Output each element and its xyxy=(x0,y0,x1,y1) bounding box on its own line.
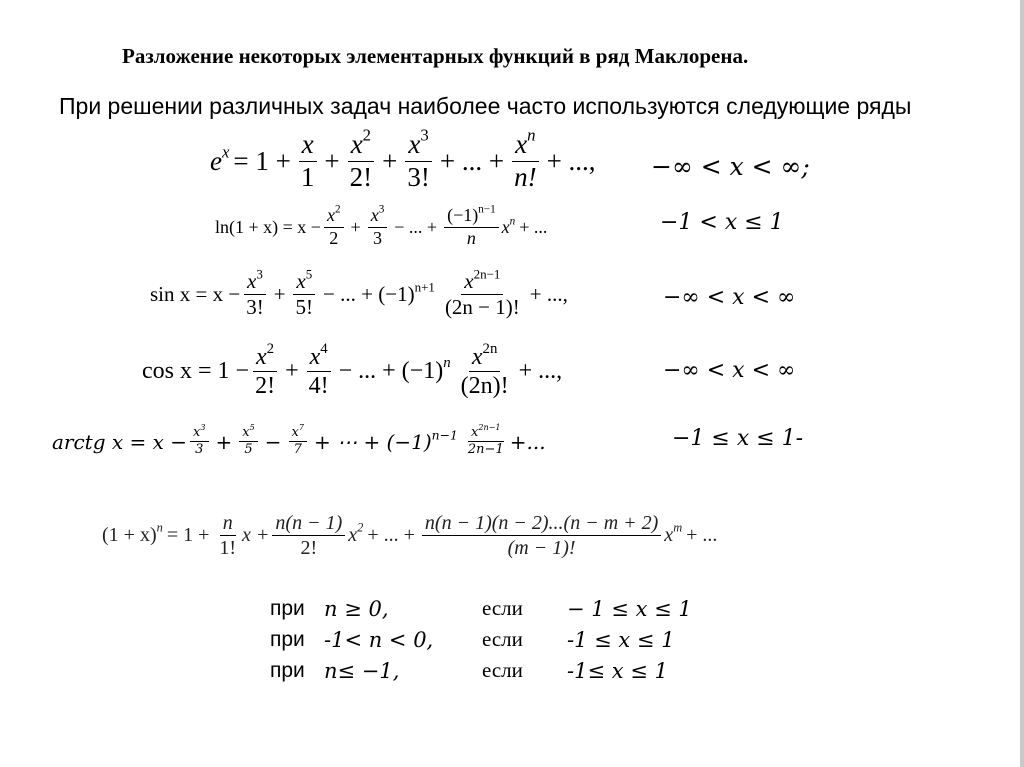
formula-cos-lhs: cos x = 1 − xyxy=(142,358,250,385)
formula-cos-frac-1: $\frac{x^2}{2!}$ xyxy=(252,344,278,400)
case-n-condition: n ≥ 0, xyxy=(324,596,389,621)
formula-arctg-frac-2: $\frac{x^5}{5}$ xyxy=(239,426,257,458)
formula-ln-tail: + ... xyxy=(519,216,548,237)
binomial-case-row xyxy=(270,655,692,686)
formula-ln-frac-2: $\frac{x^3}{3}$ xyxy=(368,206,388,249)
formula-exp: $e^x$ = 1 + $\frac{x}{1}$ + $\frac{x^2}{2!}$ + $\frac{x^3}{3!}$ + ... + $\frac{x^n}{n!}$ + ..., xyxy=(210,125,596,192)
formula-ln-lhs: ln(1 + x) = x − xyxy=(215,216,321,237)
case-n-condition: n≤ −1, xyxy=(324,658,400,683)
condition-sin: −∞ < x < ∞ xyxy=(663,285,796,310)
subtitle: При решении различных задач наиболее часто используются следующие ряды xyxy=(59,93,912,119)
formula-binomial-rhs-start: = 1 + xyxy=(166,524,210,546)
formula-cos-frac-2: $\frac{x^4}{4!}$ xyxy=(306,344,332,400)
condition-arctg: −1 ≤ x ≤ 1- xyxy=(672,426,804,451)
formula-exp-lhs: $e^x$ xyxy=(210,142,230,176)
formula-exp-frac-1: $\frac{x}{1}$ xyxy=(298,130,318,192)
formula-ln-frac-3: $\frac{(-1)^{n-1}}{n}$ xyxy=(444,206,499,249)
formula-exp-frac-3: $\frac{x^3}{3!}$ xyxy=(407,125,430,192)
formula-binomial-x3: $x^m$ xyxy=(664,520,683,546)
formula-arctg-lhs: arctg x = x − xyxy=(52,429,188,454)
formula-binomial-frac-3: $\frac{n(n - 1)(n - 2)...(n - m + 2)}{(m - 1)!}$ xyxy=(422,512,661,559)
case-esli-label: если xyxy=(482,596,523,620)
formula-ln-mid: − ... + xyxy=(394,216,438,237)
condition-cos: −∞ < x < ∞ xyxy=(663,358,796,383)
case-x-range: − 1 ≤ x ≤ 1 xyxy=(567,596,692,621)
formula-cos-frac-3: $\frac{x^{2n}}{(2n)!}$ xyxy=(460,340,509,400)
formula-binomial-tail: + ... xyxy=(686,524,718,546)
formula-cos-mid: − ... + $(-1)^n$ xyxy=(338,355,451,385)
formula-arctg-frac-3: $\frac{x^7}{7}$ xyxy=(289,426,307,458)
case-n-condition: -1< n < 0, xyxy=(324,627,434,652)
formula-ln-tail-x: $x^n$ xyxy=(501,215,516,237)
formula-arctg-frac-1: $\frac{x^3}{3}$ xyxy=(190,426,208,458)
formula-sin-frac-1: $\frac{x^3}{3!}$ xyxy=(243,270,267,319)
case-x-range: -1≤ x ≤ 1 xyxy=(567,658,668,683)
formula-ln-frac-1: $\frac{x^2}{2}$ xyxy=(324,206,344,249)
case-pri-label: при xyxy=(270,627,305,651)
formula-sin-mid: − ... + $(-1)^{n+1}$ xyxy=(323,279,435,307)
slide-edge xyxy=(1020,0,1024,767)
condition-exp: −∞ < x < ∞; xyxy=(651,152,810,181)
formula-exp-mid: + ... + xyxy=(439,145,505,176)
formula-binomial-x2: $x^2$ xyxy=(348,520,364,546)
formula-exp-frac-2: $\frac{x^2}{2!}$ xyxy=(349,125,373,192)
condition-ln: −1 < x ≤ 1 xyxy=(660,210,784,235)
formula-arctg-mid: + ⋯ + $(-1)^{n-1}$ xyxy=(313,427,458,454)
binomial-conditions xyxy=(270,593,692,686)
formula-binomial-x1: x + xyxy=(242,524,270,546)
formula-binomial xyxy=(102,512,721,559)
formula-sin-frac-2: $\frac{x^5}{5!}$ xyxy=(293,270,317,319)
formula-sin-tail: + ..., xyxy=(529,282,568,307)
formula-exp-rhs-start: = 1 + xyxy=(233,145,291,176)
formula-cos: cos x = 1 − $\frac{x^2}{2!}$ + $\frac{x^4}{4!}$ − ... + $(-1)^n$ $\frac{x^{2n}}{(2n)!}$ + ..., xyxy=(142,340,563,400)
formula-sin-lhs: sin x = x − xyxy=(150,282,241,307)
formula-arctg-tail: +... xyxy=(509,429,546,454)
binomial-case-row xyxy=(270,624,692,655)
formula-sin-frac-3: $\frac{x^{2n-1}}{(2n - 1)!}$ xyxy=(444,266,520,320)
case-pri-label: при xyxy=(270,596,305,620)
case-esli-label: если xyxy=(482,658,523,682)
formula-sin: sin x = x − $\frac{x^3}{3!}$ + $\frac{x^5}{5!}$ − ... + $(-1)^{n+1}$ $\frac{x^{2n-1}}{(2n - 1)!}$ + ..., xyxy=(150,266,568,320)
binomial-case-row xyxy=(270,593,692,624)
formula-binomial-mid: + ... + xyxy=(367,524,415,546)
formula-arctg: arctg x = x − $\frac{x^3}{3}$ + $\frac{x^5}{5}$ − $\frac{x^7}{7}$ + ⋯ + $(-1)^{n-1}$ $\frac{x^{2n-1}}{2n-1}$ +... xyxy=(52,422,546,458)
case-pri-label: при xyxy=(270,658,305,682)
case-x-range: -1 ≤ x ≤ 1 xyxy=(567,627,675,652)
case-esli-label: если xyxy=(482,627,523,651)
formula-exp-frac-4: $\frac{x^n}{n!}$ xyxy=(514,125,537,192)
formula-binomial-lhs: $(1 + x)^n$ xyxy=(102,520,163,546)
formula-exp-tail: + ..., xyxy=(546,145,596,176)
formula-ln: ln(1 + x) = x − $\frac{x^2}{2}$ + $\frac{x^3}{3}$ − ... + $\frac{(-1)^{n-1}}{n}$ $x^n$ + ... xyxy=(215,203,548,248)
formula-binomial-frac-1: $\frac{n}{1!}$ xyxy=(219,512,237,559)
formula-binomial-frac-2: $\frac{n(n - 1)}{2!}$ xyxy=(272,512,345,559)
formula-arctg-frac-4: $\frac{x^{2n-1}}{2n-1}$ xyxy=(467,422,504,458)
formula-cos-tail: + ..., xyxy=(518,358,563,385)
page-title: Разложение некоторых элементарных функций в ряд Маклорена. xyxy=(122,44,749,68)
